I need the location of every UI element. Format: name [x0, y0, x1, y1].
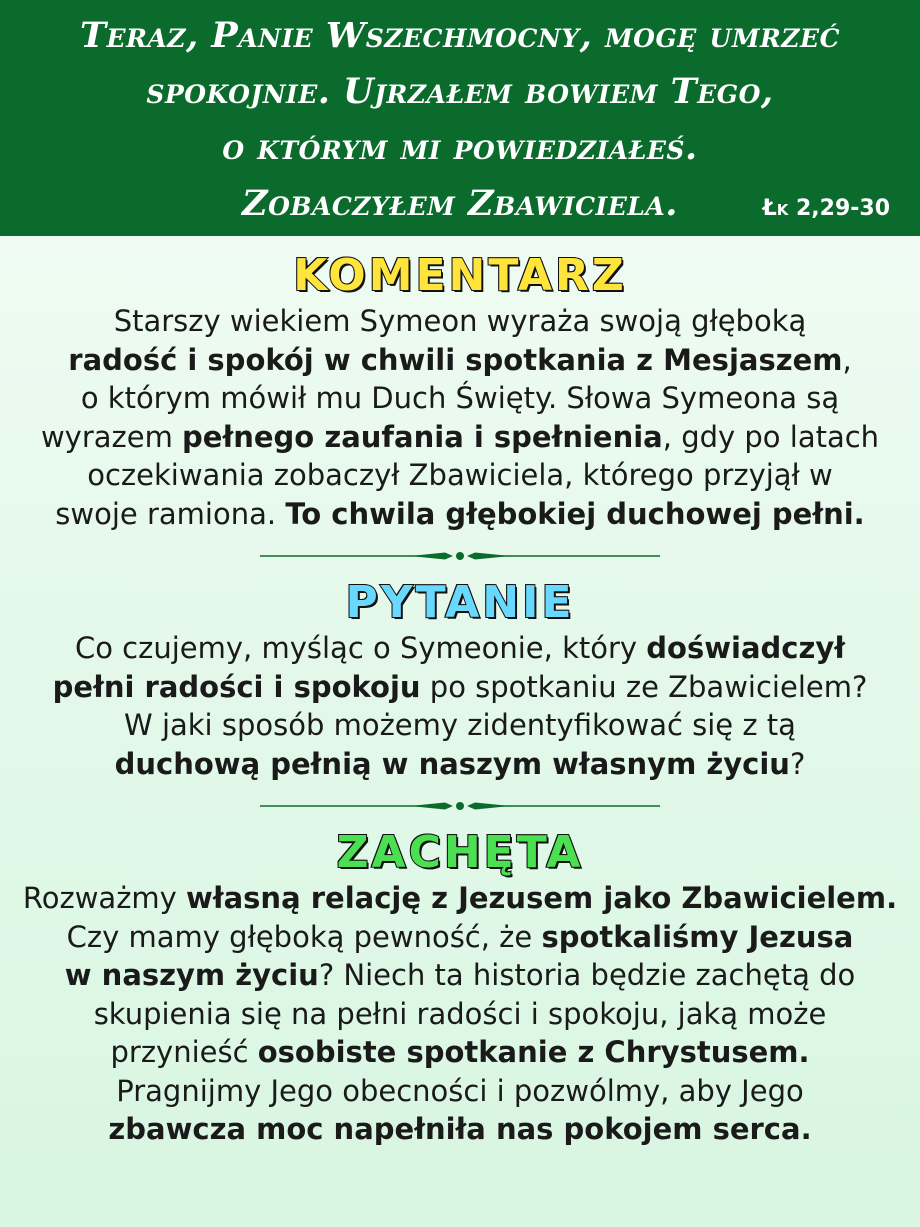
text-run: Czy mamy głęboką pewność, że — [66, 919, 542, 954]
bold-text-run: To chwila głębokiej duchowej pełni. — [285, 496, 865, 531]
text-run: o którym mówił mu Duch Święty. Słowa Symeona są — [80, 381, 840, 415]
verse-header — [0, 0, 920, 236]
text-line — [0, 918, 920, 957]
text-line — [0, 379, 920, 418]
text-run: Starszy wiekiem Symeon wyraża swoją głęboką — [113, 304, 807, 338]
text-run: po spotkaniu ze Zbawicielem? — [420, 669, 868, 704]
text-line — [0, 418, 920, 457]
text-run: przynieść — [110, 1035, 258, 1069]
text-line — [0, 1110, 920, 1149]
text-line — [0, 879, 920, 918]
bold-text-run: własną relację z Jezusem jako Zbawicielem. — [186, 881, 898, 915]
bold-text-run: pełni radości i spokoju — [52, 669, 421, 704]
zacheta-text — [0, 879, 920, 1149]
text-run: oczekiwania zobaczył Zbawiciela, którego przyjął w — [87, 458, 833, 492]
text-line — [0, 1033, 920, 1072]
verse-line-3: o którym mi powiedziałeś. — [222, 127, 698, 168]
bold-text-run: radość i spokój w chwili spotkania z Mesjaszem — [68, 342, 843, 377]
pytanie-title: PYTANIE — [345, 577, 575, 628]
text-run: ? — [789, 746, 806, 781]
text-line — [0, 495, 920, 534]
zacheta-section — [0, 827, 920, 1149]
bold-text-run: pełnego zaufania i spełnienia — [182, 419, 663, 454]
text-line — [0, 456, 920, 495]
text-run: Rozważmy — [22, 881, 187, 915]
bold-text-run: osobiste spotkanie z Chrystusem. — [257, 1035, 810, 1069]
text-run: skupienia się na pełni radości i spokoju, jaką może — [93, 996, 827, 1031]
text-line — [0, 1072, 920, 1111]
komentarz-section — [0, 250, 920, 533]
ornament-divider-1 — [260, 549, 660, 563]
text-line — [0, 706, 920, 745]
verse-line-2: spokojnie. Ujrzałem bowiem Tego, — [146, 71, 774, 112]
ornament-divider-2 — [260, 799, 660, 813]
text-run: , — [842, 342, 852, 377]
pytanie-section — [0, 577, 920, 783]
text-line — [0, 629, 920, 668]
bold-text-run: spotkaliśmy Jezusa — [541, 919, 854, 954]
text-line — [0, 341, 920, 380]
bold-text-run: zbawcza moc napełniła nas pokojem serca. — [108, 1112, 812, 1146]
bold-text-run: duchową pełnią w naszym własnym życiu — [114, 746, 790, 781]
text-run: ? Niech ta historia będzie zachętą do — [318, 958, 856, 992]
text-run: Co czujemy, myśląc o Symeonie, który — [74, 631, 647, 665]
komentarz-title: KOMENTARZ — [293, 250, 627, 301]
text-line — [0, 956, 920, 995]
text-run: , gdy po latach — [662, 419, 880, 454]
pytanie-text — [0, 629, 920, 783]
verse-line-4: Zobaczyłem Zbawiciela. — [242, 183, 678, 224]
verse-reference: Łk 2,29-30 — [762, 196, 890, 221]
text-run: swoje ramiona. — [55, 496, 286, 531]
text-run: W jaki sposób możemy zidentyfikować się z tą — [124, 708, 796, 742]
bold-text-run: doświadczył — [646, 631, 846, 665]
text-line — [0, 668, 920, 707]
bold-text-run: w naszym życiu — [64, 958, 319, 992]
text-line — [0, 745, 920, 784]
verse-line-1: Teraz, Panie Wszechmocny, mogę umrzeć — [80, 15, 840, 56]
text-run: wyrazem — [40, 419, 183, 454]
text-run: Pragnijmy Jego obecności i pozwólmy, aby Jego — [116, 1073, 804, 1108]
text-line — [0, 302, 920, 341]
text-line — [0, 995, 920, 1034]
komentarz-text — [0, 302, 920, 533]
zacheta-title: ZACHĘTA — [336, 827, 584, 878]
